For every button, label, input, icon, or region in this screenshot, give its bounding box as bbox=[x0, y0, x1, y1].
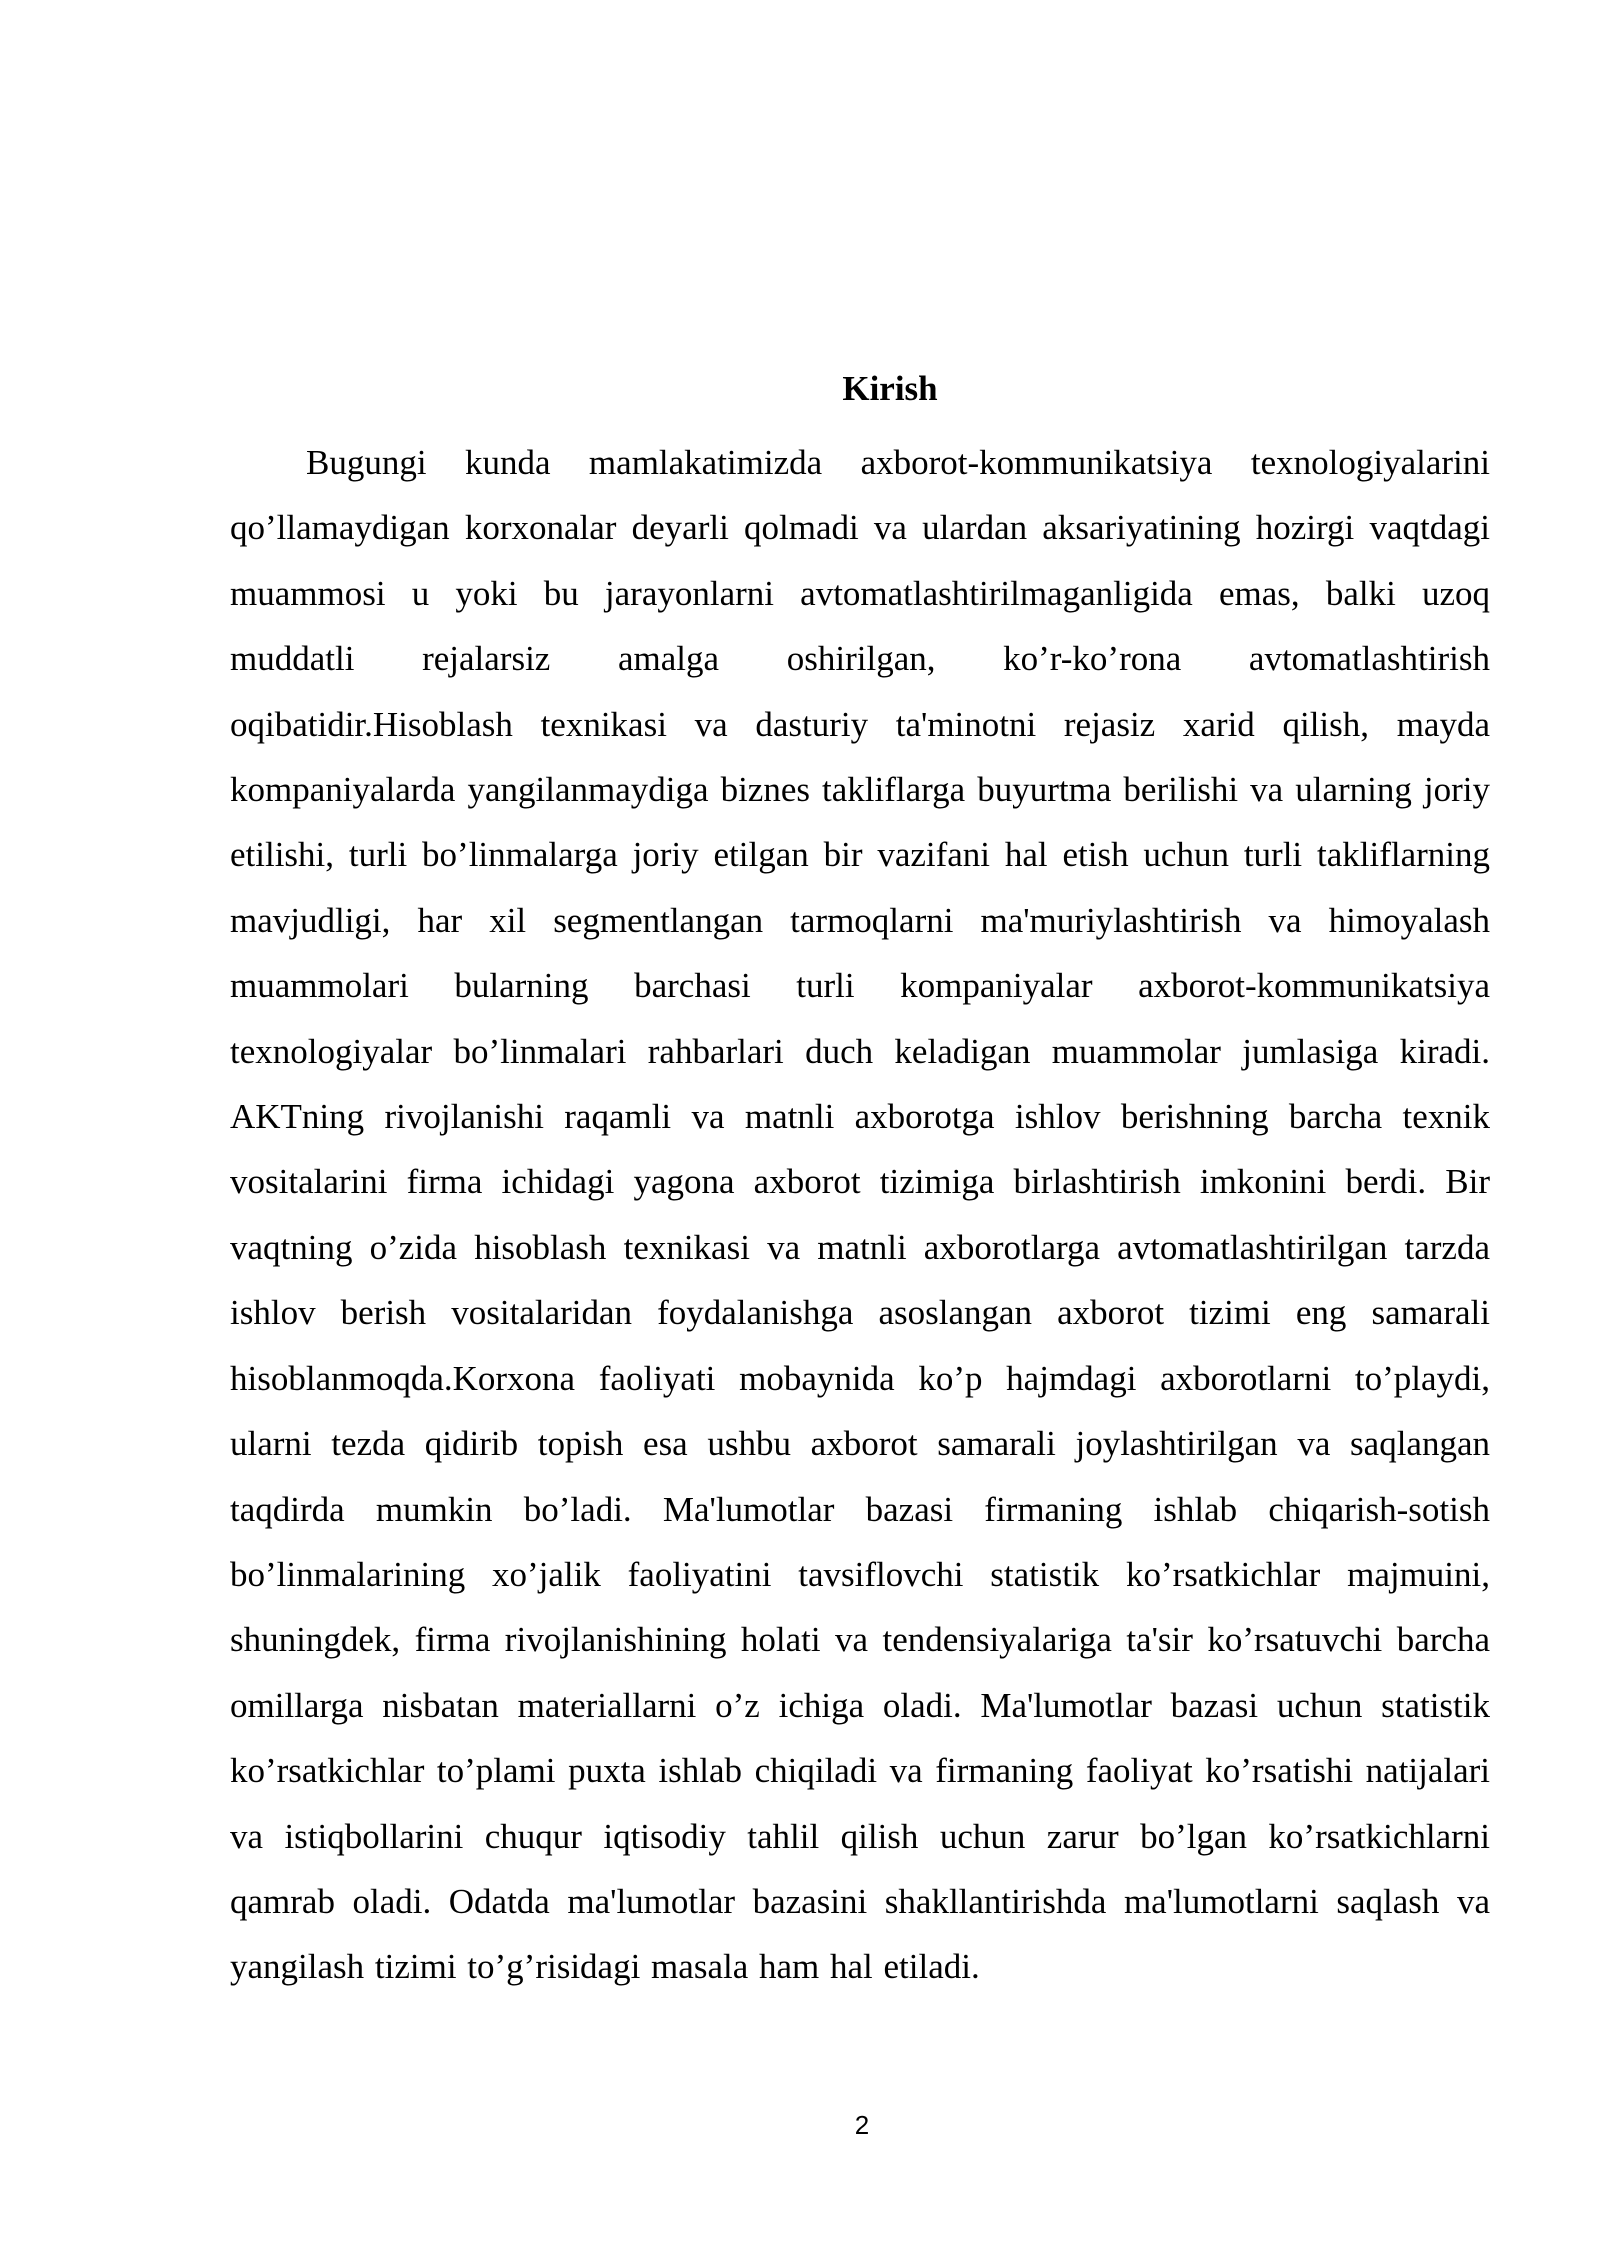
page-number: 2 bbox=[854, 2110, 870, 2140]
body-paragraph: Bugungi kunda mamlakatimizda axborot-kommunikatsiya texnologiyalarini qo’llamaydigan korxonalar deyarli qolmadi va ulardan aksariyatining hozirgi vaqtdagi muammosi u yoki bu jarayonlarni avtomatlashtirilmaganligida emas, balki uzoq muddatli rejalarsiz amalga oshirilgan, ko’r-ko’rona avtomatlashtirish oqibatidir.Hisoblash texnikasi va dasturiy ta'minotni rejasiz xarid qilish, mayda kompaniyalarda yangilanmaydiga biznes takliflarga buyurtma berilishi va ularning joriy etilishi, turli bo’linmalarga joriy etilgan bir vazifani hal etish uchun turli takliflarning mavjudligi, har xil segmentlangan tarmoqlarni ma'muriylashtirish va himoyalash muammolari bularning barchasi turli kompaniyalar axborot-kommunikatsiya texnologiyalar bo’linmalari rahbarlari duch keladigan muammolar jumlasiga kiradi. AKTning rivojlanishi raqamli va matnli axborotga ishlov berishning barcha texnik vositalarini firma ichidagi yagona axborot tizimiga birlashtirish imkonini berdi. Bir vaqtning o’zida hisoblash texnikasi va matnli axborotlarga avtomatlashtirilgan tarzda ishlov berish vositalaridan foydalanishga asoslangan axborot tizimi eng samarali hisoblanmoqda.Korxona faoliyati mobaynida ko’p hajmdagi axborotlarni to’playdi, ularni tezda qidirib topish esa ushbu axborot samarali joylashtirilgan va saqlangan taqdirda mumkin bo’ladi. Ma'lumotlar bazasi firmaning ishlab chiqarish-sotish bo’linmalarining xo’jalik faoliyatini tavsiflovchi statistik ko’rsatkichlar majmuini, shuningdek, firma rivojlanishining holati va tendensiyalariga ta'sir ko’rsatuvchi barcha omillarga nisbatan materiallarni o’z ichiga oladi. Ma'lumotlar bazasi uchun statistik ko’rsatkichlar to’plami puxta ishlab chiqiladi va firmaning faoliyat ko’rsatishi natijalari va istiqbollarini chuqur iqtisodiy tahlil qilish uchun zarur bo’lgan ko’rsatkichlarni qamrab oladi. Odatda ma'lumotlar bazasini shakllantirishda ma'lumotlarni saqlash va yangilash tizimi to’g’risidagi masala ham hal etiladi. bbox=[230, 443, 1490, 1987]
section-heading: Kirish bbox=[842, 369, 938, 408]
